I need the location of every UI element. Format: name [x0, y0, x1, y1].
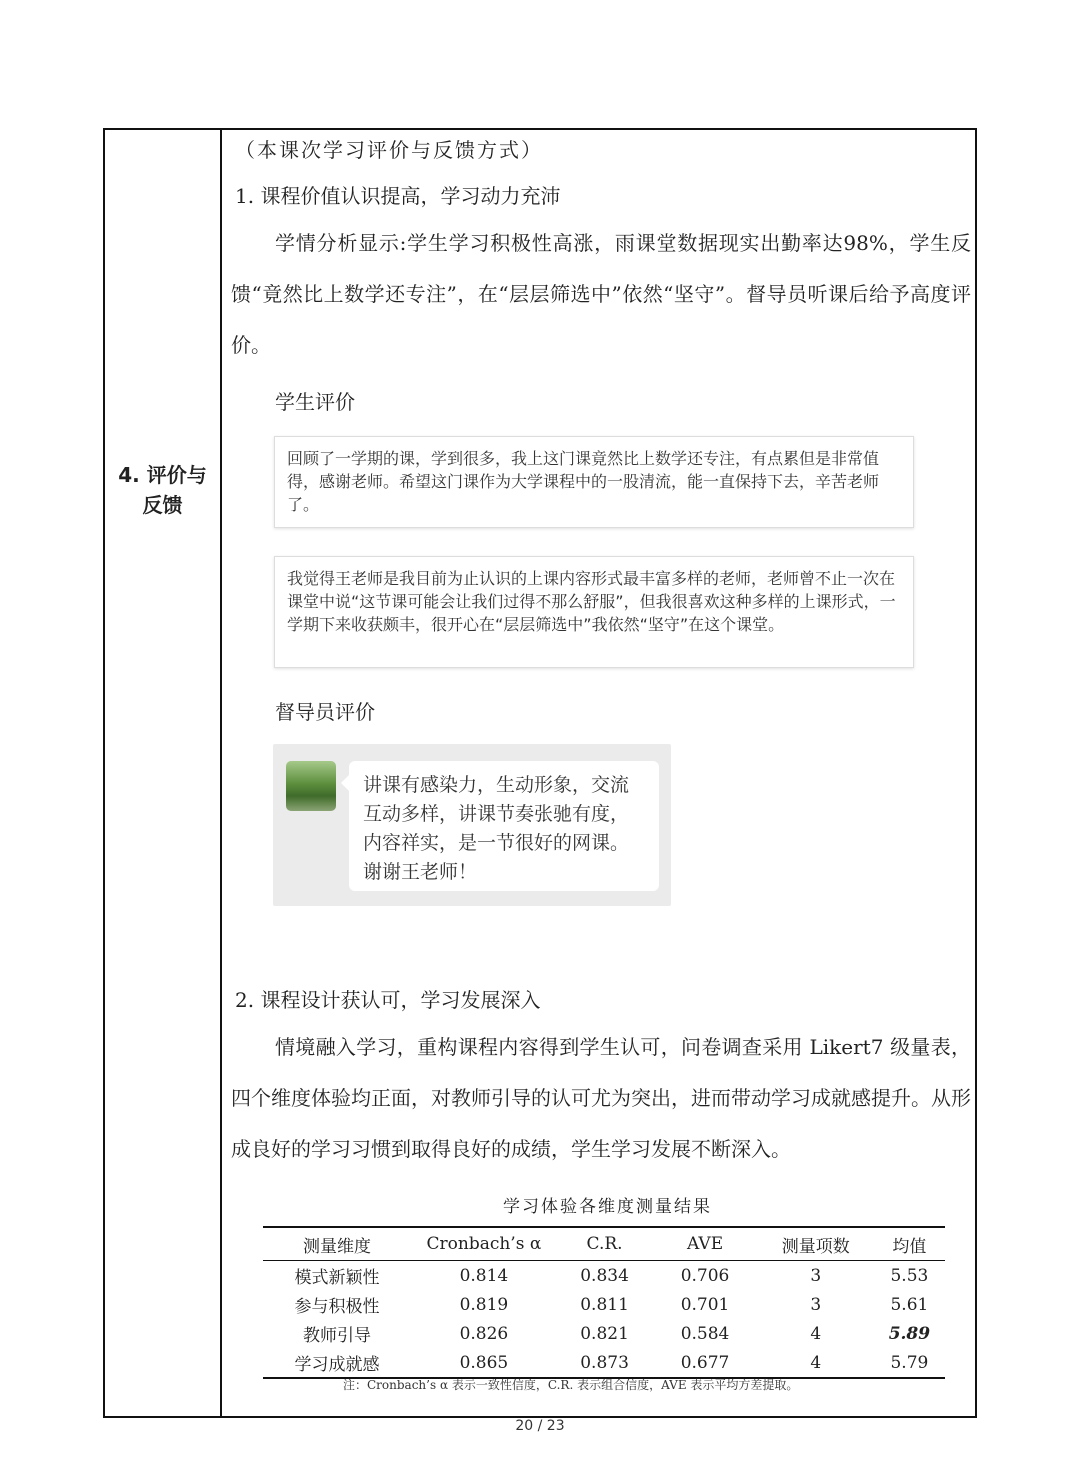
- col-header: Cronbach’s α: [411, 1227, 557, 1261]
- col-header: 测量维度: [263, 1227, 411, 1261]
- col-header: 均值: [874, 1227, 945, 1261]
- table-cell: 4: [758, 1348, 874, 1378]
- section-label-line-2: 反馈: [142, 493, 183, 517]
- student-quote-1: 回顾了一学期的课，学到很多，我上这门课竟然比上数学还专注，有点累但是非常值得，感谢老师。希望这门课作为大学课程中的一股清流，能一直保持下去，辛苦老师了。: [274, 436, 914, 528]
- table-row: [263, 1261, 945, 1291]
- table-row: [263, 1290, 945, 1319]
- table-cell: 0.584: [680, 1323, 730, 1344]
- table-cell: 0.677: [652, 1348, 757, 1378]
- table-cell: 0.826: [459, 1323, 509, 1344]
- table-cell: 0.821: [580, 1323, 629, 1344]
- table-row: [263, 1319, 945, 1348]
- table-cell: 5.61: [890, 1294, 929, 1315]
- avatar: [286, 761, 336, 811]
- page-number: 20 / 23: [515, 1418, 565, 1434]
- part2-heading: 2. 课程设计获认可，学习发展深入: [235, 988, 541, 1012]
- table-cell: 参与积极性: [294, 1297, 380, 1317]
- results-table: [263, 1226, 945, 1379]
- col-header: 测量项数: [758, 1227, 874, 1261]
- part2-paragraph: 情境融入学习，重构课程内容得到学生认可，问卷调查采用 Likert7 级量表，四个维度体验均正面，对教师引导的认可尤为突出，进而带动学习成就感提升。从形成良好的学习习惯到取得良好的成绩，学生学习发展不断深入。: [231, 1035, 971, 1161]
- table-cell: 4: [810, 1323, 822, 1344]
- table-cell: 0.701: [680, 1294, 730, 1315]
- header-note: （本课次学习评价与反馈方式）: [235, 138, 543, 162]
- table-cell: 模式新颖性: [294, 1268, 380, 1288]
- table-cell: 0.814: [459, 1265, 509, 1286]
- table-cell: 0.706: [680, 1265, 730, 1286]
- section-label: [105, 460, 220, 520]
- table-cell: 5.53: [890, 1265, 929, 1286]
- evaluation-table-frame: [103, 128, 977, 1418]
- table-cell: 0.811: [580, 1294, 629, 1315]
- col-header: C.R.: [557, 1227, 653, 1261]
- table-cell: 3: [810, 1265, 822, 1286]
- table-cell: 0.819: [459, 1294, 509, 1315]
- table-note: 注：Cronbach’s α 表示一致性信度，C.R. 表示组合信度，AVE 表示平均方差提取。: [343, 1378, 799, 1392]
- column-divider: [220, 130, 222, 1416]
- table-header-row: [263, 1227, 945, 1261]
- table-cell: 0.865: [411, 1348, 557, 1378]
- part1-heading: 1. 课程价值认识提高，学习动力充沛: [235, 184, 561, 208]
- table-title: 学习体验各维度测量结果: [503, 1197, 712, 1217]
- student-quote-2: 我觉得王老师是我目前为止认识的上课内容形式最丰富多样的老师，老师曾不止一次在课堂中说“这节课可能会让我们过得不那么舒服”，但我很喜欢这种多样的上课形式，一学期下来收获颇丰，很开心在“层层筛选中”我依然“坚守”在这个课堂。: [274, 556, 914, 668]
- section-label-line-1: 4. 评价与: [118, 463, 207, 487]
- table-cell: 0.873: [557, 1348, 653, 1378]
- student-eval-title: 学生评价: [275, 390, 355, 414]
- supervisor-chat-screenshot: [273, 744, 671, 906]
- table-row: [263, 1348, 945, 1378]
- supervisor-eval-title: 督导员评价: [275, 700, 375, 724]
- part1-paragraph: 学情分析显示:学生学习积极性高涨，雨课堂数据现实出勤率达98%，学生反馈“竟然比上数学还专注”，在“层层筛选中”依然“坚守”。督导员听课后给予高度评价。: [231, 231, 971, 357]
- table-cell: 教师引导: [303, 1326, 372, 1346]
- table-cell: 学习成就感: [263, 1348, 411, 1378]
- col-header: AVE: [652, 1227, 757, 1261]
- table-cell: 0.834: [580, 1265, 629, 1286]
- chat-bubble: 讲课有感染力，生动形象，交流互动多样，讲课节奏张驰有度，内容祥实，是一节很好的网课。谢谢王老师！: [349, 761, 659, 891]
- table-cell: 3: [810, 1294, 822, 1315]
- table-cell: 5.79: [874, 1348, 945, 1378]
- table-cell-highlight: 5.89: [888, 1323, 931, 1344]
